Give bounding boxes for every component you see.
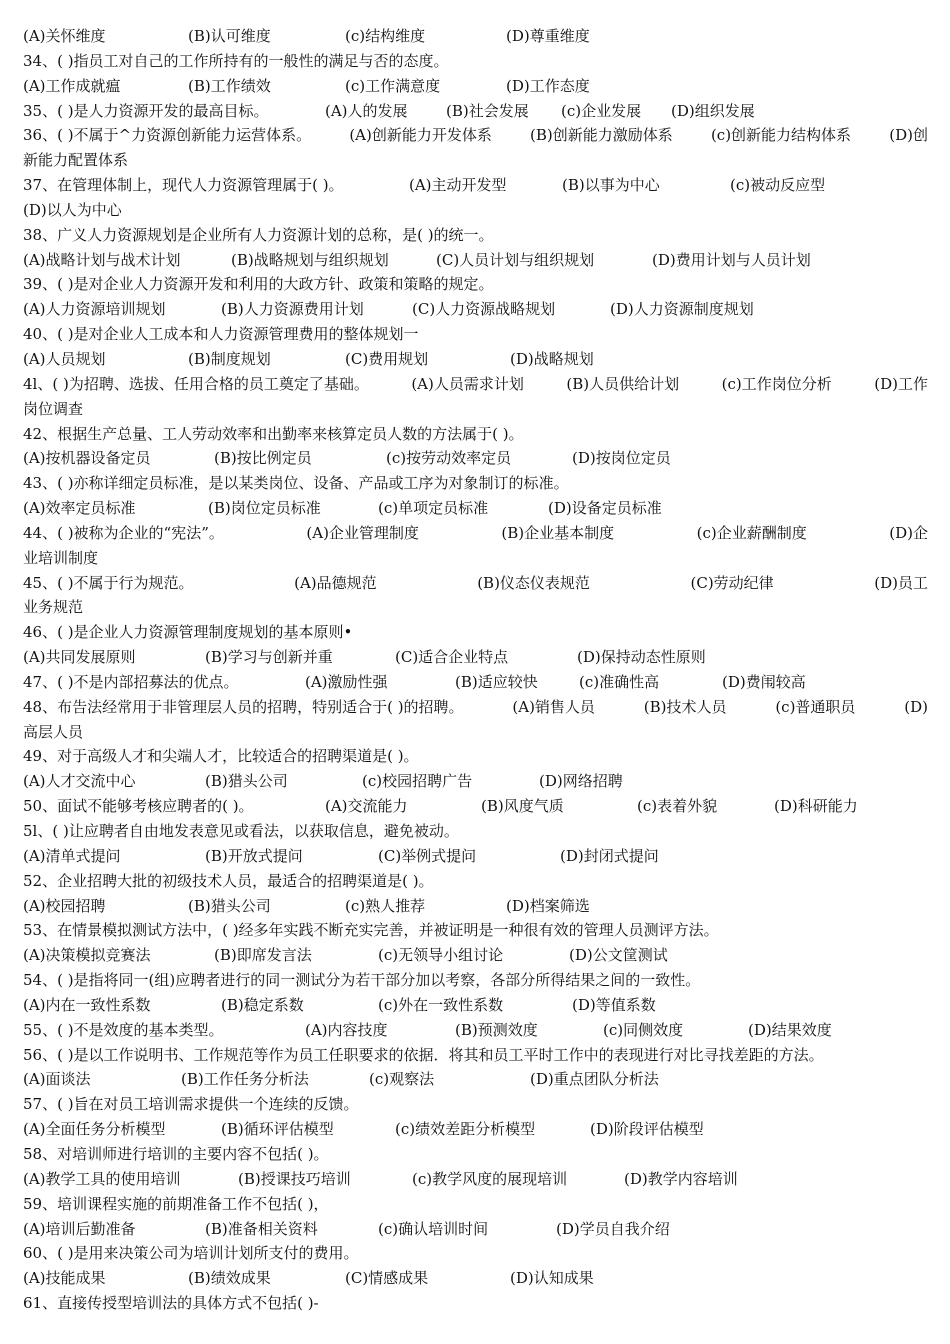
text-line	[23, 968, 928, 993]
option-text: (c)普通职员	[775, 697, 856, 716]
option-text: (D)公文筐测试	[569, 946, 668, 965]
text-line	[23, 74, 928, 99]
option-text: (B)适应较快	[455, 672, 538, 691]
line-text: 59、培训课程实施的前期准备工作不包括( )，	[23, 1194, 329, 1213]
option-text: (B)即席发言法	[214, 946, 312, 965]
option-text: (c)单项定员标准	[378, 499, 489, 518]
option-text: (c)同侧效度	[603, 1020, 684, 1039]
text-line	[23, 1266, 928, 1291]
option-text: (A)激励性强	[305, 672, 388, 691]
option-text: (D)企	[889, 523, 928, 542]
option-text: (c)确认培训时间	[378, 1219, 489, 1238]
option-text: (C)人力资源战略规划	[412, 300, 556, 319]
line-text: 46、( )是企业人力资源管理制度规划的基本原则•	[23, 623, 353, 642]
text-line	[23, 521, 928, 546]
option-text: (B)学习与创新并重	[205, 648, 333, 667]
text-line	[23, 99, 928, 124]
option-text: (D)保持动态性原则	[577, 648, 706, 667]
option-text: (c)无领导小组讨论	[378, 946, 504, 965]
option-text: (B)工作任务分析法	[181, 1070, 309, 1089]
text-line	[23, 397, 928, 422]
text-line	[23, 347, 928, 372]
text-line	[23, 1291, 928, 1316]
option-text: (D)人力资源制度规划	[610, 300, 754, 319]
option-text: (A)技能成果	[23, 1269, 106, 1288]
option-text: (B)绩效成果	[188, 1269, 271, 1288]
option-text: (c)创新能力结构体系	[710, 126, 852, 145]
option-text: (A)人的发展	[325, 101, 408, 120]
text-line	[23, 1241, 928, 1266]
option-text: (D)工作态度	[506, 76, 590, 95]
option-text: (C)情感成果	[345, 1269, 429, 1288]
option-text: (D)按岗位定员	[572, 449, 671, 468]
option-text: (A)战略计划与战术计划	[23, 250, 181, 269]
option-text: (c)结构维度	[345, 27, 426, 45]
text-line	[23, 744, 928, 769]
line-text: 新能力配置体系	[23, 151, 129, 170]
option-text: (B)授课技巧培训	[238, 1169, 351, 1188]
text-line	[23, 1142, 928, 1167]
question-text: 50、面试不能够考核应聘者的( )。	[23, 797, 254, 816]
text-line	[23, 272, 928, 297]
option-text: (C)费用规划	[345, 349, 429, 368]
text-line	[23, 720, 928, 745]
option-text: (D)教学内容培训	[624, 1169, 738, 1188]
text-line	[23, 918, 928, 943]
question-text: 37、在管理体制上，现代人力资源管理属于( )。	[23, 176, 344, 195]
text-line	[23, 943, 928, 968]
option-text: (D)尊重维度	[506, 27, 590, 45]
option-text: (A)关怀维度	[23, 27, 106, 45]
option-text: (B)技术人员	[643, 697, 727, 716]
option-text: (B)人员供给计划	[566, 374, 680, 393]
option-text: (A)企业管理制度	[306, 523, 419, 542]
text-line	[23, 49, 928, 74]
option-text: (A)决策模拟竞赛法	[23, 946, 151, 965]
option-text: (B)稳定系数	[221, 995, 304, 1014]
option-text: (B)风度气质	[481, 797, 564, 816]
option-text: (A)销售人员	[512, 697, 595, 716]
line-text: 57、( )旨在对员工培训需求提供一个连续的反馈。	[23, 1095, 359, 1114]
line-text: 43、( )亦称详细定员标准，是以某类岗位、设备、产品或工序为对象制订的标准。	[23, 474, 569, 493]
option-text: (A)清单式提问	[23, 846, 121, 865]
text-line	[23, 1067, 928, 1092]
line-text: 49、对于高级人才和尖端人才，比较适合的招聘渠道是( )。	[23, 747, 419, 766]
option-text: (A)品德规范	[294, 573, 377, 592]
option-text: (A)按机器设备定员	[23, 449, 151, 468]
option-text: (D)学员自我介绍	[556, 1219, 670, 1238]
line-text: 业务规范	[23, 598, 84, 617]
option-text: (C)举例式提问	[378, 846, 477, 865]
line-text: 高层人员	[23, 722, 84, 741]
text-line	[23, 1217, 928, 1242]
text-line	[23, 993, 928, 1018]
option-text: (D)网络招聘	[539, 772, 623, 791]
option-text: (A)人力资源培训规划	[23, 300, 166, 319]
line-text: 39、( )是对企业人力资源开发和利用的大政方针、政策和策略的规定。	[23, 275, 494, 294]
option-text: (B)按比例定员	[214, 449, 312, 468]
text-line	[23, 571, 928, 596]
option-text: (D)创	[889, 126, 928, 145]
question-text: 48、布告法经常用于非管理层人员的招聘，特别适合于( )的招聘。	[23, 697, 464, 716]
text-line	[23, 894, 928, 919]
option-text: (B)人力资源费用计划	[221, 300, 364, 319]
option-text: (D)员工	[874, 573, 928, 592]
option-text: (D)结果效度	[748, 1020, 832, 1039]
option-text: (c)准确性高	[579, 672, 660, 691]
line-text: (D)以人为中心	[23, 200, 122, 219]
option-text: (D)组织发展	[671, 101, 755, 120]
option-text: (B)认可维度	[188, 27, 271, 45]
line-text: 40、( )是对企业人工成本和人力资源管理费用的整体规划一	[23, 325, 419, 344]
option-text: (D)重点团队分析法	[530, 1070, 659, 1089]
option-text: (c)表着外貌	[637, 797, 718, 816]
text-line	[23, 1167, 928, 1192]
option-text: (A)人员规划	[23, 349, 106, 368]
text-line	[23, 620, 928, 645]
option-text: (B)社会发展	[446, 101, 529, 120]
option-text: (B)战略规划与组织规划	[231, 250, 389, 269]
option-text: (D)	[904, 697, 928, 716]
line-text: 38、广义人力资源规划是企业所有人力资源计划的总称，是( )的统一。	[23, 225, 494, 244]
line-text: 5l、( )让应聘者自由地发表意见或看法，以获取信息，避免被动。	[23, 822, 459, 840]
option-text: (D)档案筛选	[506, 896, 590, 915]
option-text: (c)熟人推荐	[345, 896, 426, 915]
line-text: 58、对培训师进行培训的主要内容不包括( )。	[23, 1144, 329, 1163]
option-text: (A)工作成就瘟	[23, 76, 121, 95]
text-line	[23, 148, 928, 173]
text-line	[23, 173, 928, 198]
option-text: (B)以事为中心	[562, 176, 660, 195]
text-line	[23, 819, 928, 844]
option-text: (B)岗位定员标准	[208, 499, 321, 518]
text-line	[23, 1117, 928, 1142]
option-text: (D)设备定员标准	[548, 499, 662, 518]
option-text: (c)教学风度的展现培训	[412, 1169, 568, 1188]
option-text: (c)外在一致性系数	[378, 995, 504, 1014]
text-line	[23, 223, 928, 248]
text-line	[23, 471, 928, 496]
option-text: (B)准备相关资料	[205, 1219, 318, 1238]
text-line	[23, 794, 928, 819]
line-text: 53、在情景模拟测试方法中，( )经多年实践不断充实完善，并被证明是一种很有效的管理人员测评方法。	[23, 921, 719, 940]
line-text: 业培训制度	[23, 548, 99, 567]
option-text: (C)适合企业特点	[395, 648, 509, 667]
option-text: (D)科研能力	[774, 797, 858, 816]
option-text: (D)阶段评估模型	[590, 1120, 704, 1139]
option-text: (c)绩效差距分析模型	[395, 1120, 536, 1139]
option-text: (B)猎头公司	[205, 772, 288, 791]
question-text: 45、( )不属于行为规范。	[23, 573, 194, 592]
text-line	[23, 496, 928, 521]
option-text: (B)循环评估模型	[221, 1120, 334, 1139]
line-text: 岗位调查	[23, 399, 84, 418]
option-text: (B)仪态仪表规范	[477, 573, 590, 592]
option-text: (B)创新能力激励体系	[530, 126, 673, 145]
text-line	[23, 1192, 928, 1217]
text-line	[23, 869, 928, 894]
option-text: (A)面谈法	[23, 1070, 91, 1089]
question-text: 35、( )是人力资源开发的最高目标。	[23, 101, 269, 120]
option-text: (B)制度规划	[188, 349, 271, 368]
option-text: (A)人才交流中心	[23, 772, 136, 791]
option-text: (A)交流能力	[325, 797, 408, 816]
line-text: 61、直接传授型培训法的具体方式不包括( )-	[23, 1294, 319, 1313]
line-text: 60、( )是用来决策公司为培训计划所支付的费用。	[23, 1244, 359, 1263]
text-line	[23, 198, 928, 223]
option-text: (A)创新能力开发体系	[349, 126, 492, 145]
option-text: (D)封闭式提问	[560, 846, 659, 865]
option-text: (c)校园招聘广告	[362, 772, 473, 791]
line-text: 52、企业招聘大批的初级技术人员，最适合的招聘渠道是( )。	[23, 871, 434, 890]
text-line	[23, 1043, 928, 1068]
text-line	[23, 546, 928, 571]
option-text: (A)校园招聘	[23, 896, 106, 915]
option-text: (B)企业基本制度	[501, 523, 615, 542]
option-text: (A)全面任务分析模型	[23, 1120, 166, 1139]
text-line	[23, 372, 928, 397]
option-text: (B)猎头公司	[188, 896, 271, 915]
option-text: (A)人员需求计划	[411, 374, 524, 393]
option-text: (c)按劳动效率定员	[386, 449, 512, 468]
option-text: (A)主动开发型	[409, 176, 507, 195]
option-text: (D)战略规划	[510, 349, 594, 368]
option-text: (D)费闱较高	[722, 672, 806, 691]
option-text: (D)认知成果	[510, 1269, 594, 1288]
text-line	[23, 297, 928, 322]
question-text: 47、( )不是内部招募法的优点。	[23, 672, 239, 691]
option-text: (c)被动反应型	[730, 176, 826, 195]
text-line	[23, 248, 928, 273]
option-text: (D)费用计划与人员计划	[652, 250, 811, 269]
line-text: 56、( )是以工作说明书、工作规范等作为员工任职要求的依据．将其和员工平时工作中的表现进行对比寻找差距的方法。	[23, 1045, 824, 1064]
text-line	[23, 24, 928, 49]
option-text: (C)人员计划与组织规划	[436, 250, 595, 269]
option-text: (A)效率定员标准	[23, 499, 136, 518]
line-text: 54、( )是指将同一(组)应聘者进行的同一测试分为若干部分加以考察，各部分所得结果之间的一致性。	[23, 971, 701, 990]
option-text: (c)工作岗位分析	[721, 374, 832, 393]
text-line	[23, 769, 928, 794]
option-text: (C)劳动纪律	[690, 573, 774, 592]
option-text: (A)内容技度	[305, 1020, 388, 1039]
option-text: (B)工作绩效	[188, 76, 271, 95]
text-line	[23, 695, 928, 720]
option-text: (A)内在一致性系数	[23, 995, 151, 1014]
option-text: (c)企业薪酬制度	[696, 523, 807, 542]
option-text: (B)预测效度	[455, 1020, 538, 1039]
text-line	[23, 322, 928, 347]
option-text: (A)教学工具的使用培训	[23, 1169, 181, 1188]
option-text: (c)工作满意度	[345, 76, 441, 95]
option-text: (D)工作	[874, 374, 928, 393]
option-text: (c)观察法	[369, 1070, 435, 1089]
text-line	[23, 1018, 928, 1043]
option-text: (B)开放式提问	[205, 846, 303, 865]
text-line	[23, 670, 928, 695]
text-line	[23, 446, 928, 471]
text-line	[23, 1092, 928, 1117]
text-line	[23, 645, 928, 670]
text-line	[23, 595, 928, 620]
option-text: (A)共同发展原则	[23, 648, 136, 667]
option-text: (c)企业发展	[561, 101, 642, 120]
question-text: 36、( )不属于^力资源创新能力运营体系。	[23, 126, 312, 145]
line-text: 34、( )指员工对自己的工作所持有的一般性的满足与否的态度。	[23, 51, 449, 70]
line-text: 42、根据生产总量、工人劳动效率和出勤率来核算定员人数的方法属于( )。	[23, 424, 524, 443]
question-text: 55、( )不是效度的基本类型。	[23, 1020, 224, 1039]
text-line	[23, 123, 928, 148]
text-line	[23, 422, 928, 447]
option-text: (D)等值系数	[572, 995, 656, 1014]
question-text: 4l、( )为招聘、选拔、任用合格的员工奠定了基础。	[23, 374, 369, 393]
question-text: 44、( )被称为企业的“宪法”。	[23, 523, 224, 542]
text-line	[23, 844, 928, 869]
option-text: (A)培训后勤准备	[23, 1219, 136, 1238]
